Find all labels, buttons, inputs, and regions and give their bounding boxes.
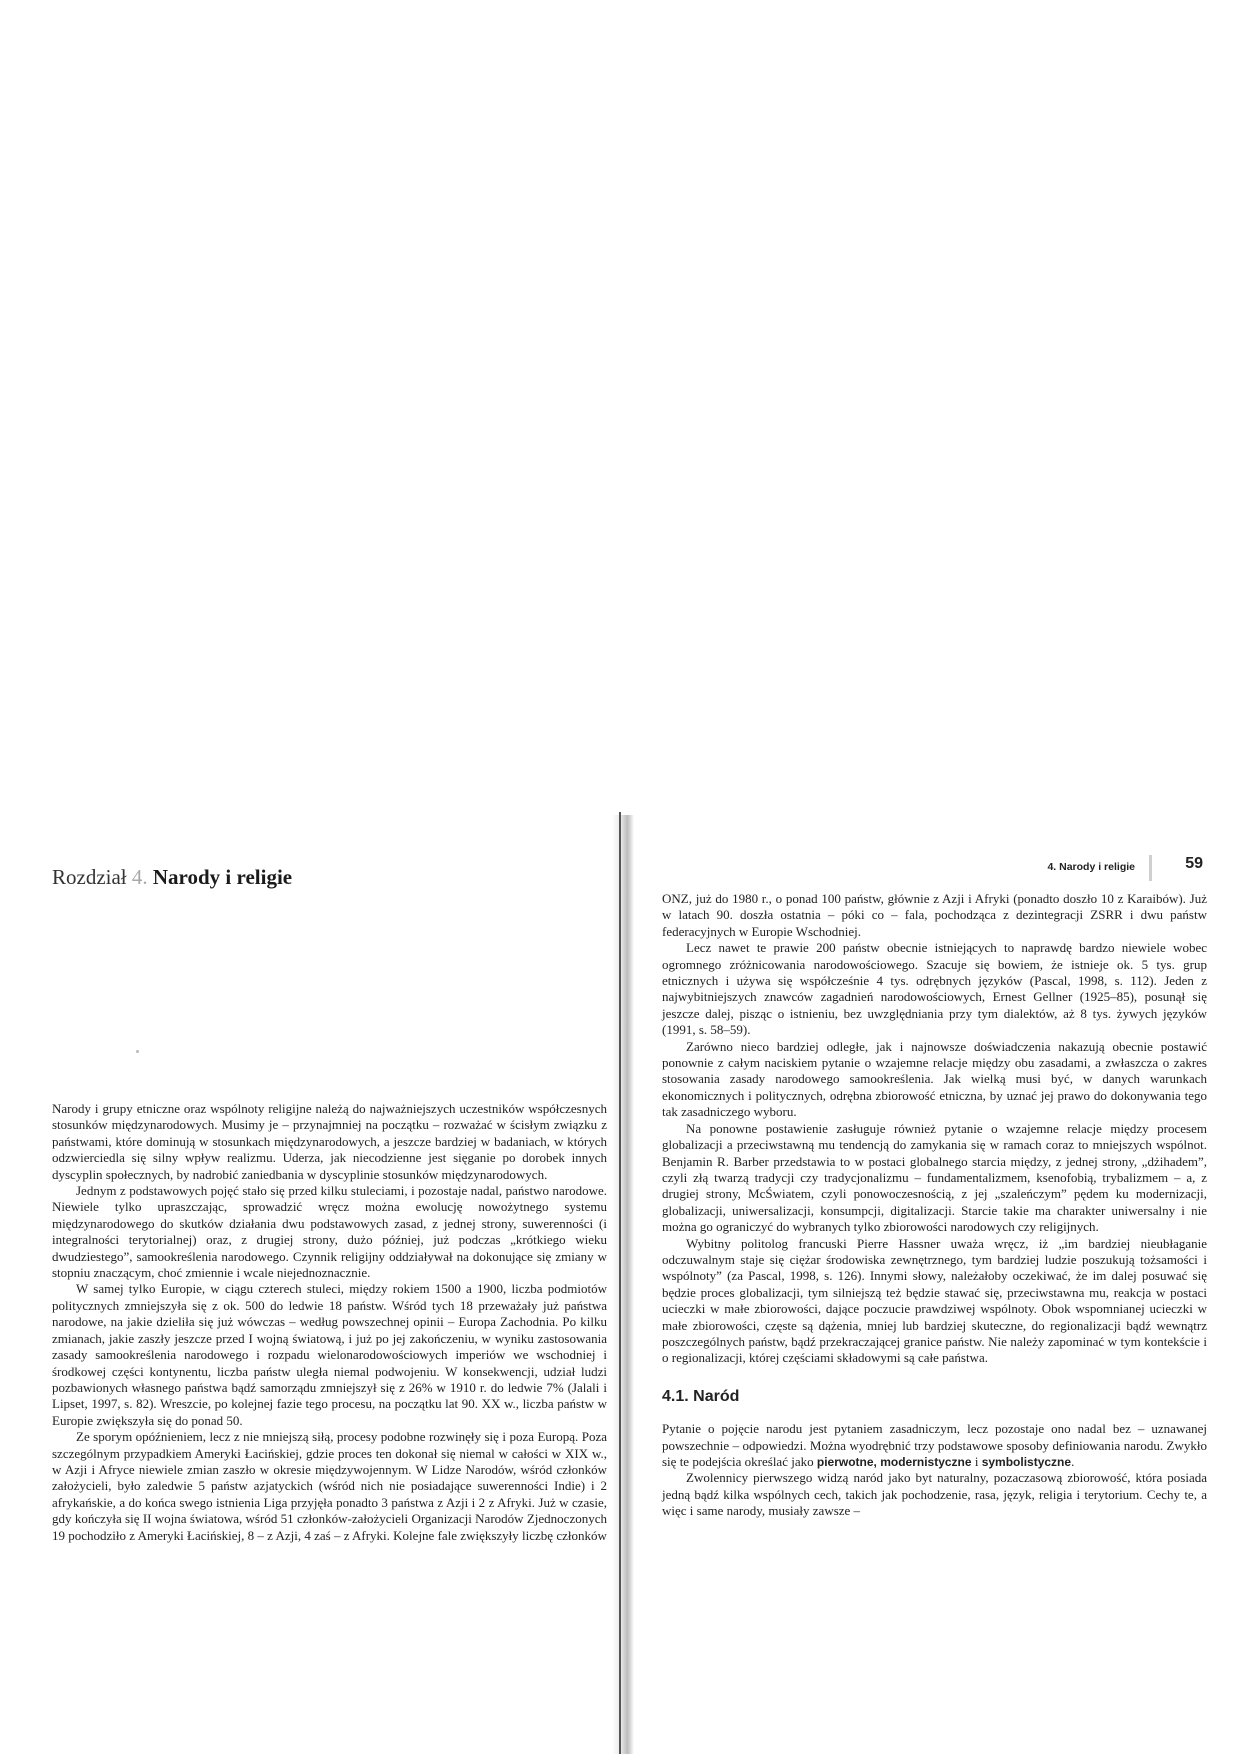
running-head-title: 4. Narody i religie (1047, 861, 1135, 873)
chapter-heading (52, 865, 292, 890)
paragraph-text: i (971, 1454, 982, 1469)
paragraph-text: . (1071, 1454, 1075, 1469)
decorative-dot (136, 1050, 139, 1053)
right-body-text (662, 891, 1207, 1520)
section-number: 4.1. (662, 1387, 689, 1405)
left-body-text (52, 1101, 607, 1544)
book-gutter-shadow (612, 815, 634, 1754)
paragraph: Na ponowne postawienie zasługuje również pytanie o wzajemne relacje między procesem globalizacji a przeciwstawną mu tendencją do zamykania się w ramach coraz to mniejszych wspólnot. Benjamin R. Barber przedstawia to w postaci globalnego starcia między, z jednej strony, „dżihadem”, czyli złą twarzą tradycji czy tradycjonalizmu – fundamentalizmem, ksenofobią, trybalizmem – a, z drugiej strony, McŚwiatem, czyli ponowoczesnością, z jej „szaleńczym” pędem ku modernizacji, globalizacji, uniwersalizacji, konsumpcji, digitalizacji. Starcie takie ma charakter uniwersalny i nie można go ograniczyć do wybranych tylko zbiorowości narodowych czy religijnych. (662, 1120, 1207, 1235)
paragraph: ONZ, już do 1980 r., o ponad 100 państw, głównie z Azji i Afryki (ponadto doszło 10 z Karaibów). Już w latach 90. doszła ostatnia – póki co – fala, pochodząca z dezintegracji ZSRR i dwu państw federacyjnych w Europie Wschodniej. (662, 891, 1207, 939)
paragraph: W samej tylko Europie, w ciągu czterech stuleci, między rokiem 1500 a 1900, liczba podmiotów politycznych zmniejszyła się z ok. 500 do ledwie 18 państw. Wśród tych 18 przeważały już państwa narodowe, na jakie dzieliła się już wówczas – według powszechnej opinii – Europa Zachodnia. Po kilku zmianach, jakie zaszły jeszcze przed I wojną światową, i już po jej zakończeniu, w wyniku zastosowania zasady samookreślenia narodowego i rozpadu wielonarodowościowych imperiów we wschodniej i środkowej części kontynentu, liczba państw uległa niemal podwojeniu. W konsekwencji, udział ludzi pozbawionych własnego państwa bądź samorządu zmniejszył się z 26% w 1910 r. do ledwie 7% (Jalali i Lipset, 1997, s. 82). Wreszcie, po kolejnej fazie tego procesu, na początku lat 90. XX w., liczba państw w Europie zwiększyła się do ponad 50. (52, 1281, 607, 1428)
paragraph: Jednym z podstawowych pojęć stało się przed kilku stuleciami, i pozostaje nadal, państwo narodowe. Niewiele tylko upraszczając, sprowadzić wręcz można ewolucję nowożytnego systemu międzynarodowego do skutków działania dwu podstawowych zasad, z jednej strony, suwerenności (i integralności terytorialnej) oraz, z drugiej strony, dużo później, już podczas „krótkiego wieku dwudziestego”, samookreślenia narodowego. Czynnik religijny oddziaływał na dokonujące się zmiany w stopniu znaczącym, choć zmiennie i wcale niejednoznacznie. (52, 1183, 607, 1281)
running-head-divider (1149, 855, 1152, 881)
book-gutter-line (619, 812, 621, 1754)
paragraph-text: Pytanie o pojęcie narodu jest pytaniem zasadniczym, lecz pozostaje ono nadal bez – uznawanej powszechnie – odpowiedzi. Można wyodrębnić trzy podstawowe sposoby definiowania narodu. Zwykło się te podejścia określać jako (662, 1421, 1207, 1469)
paragraph: Ze sporym opóźnieniem, lecz z nie mniejszą siłą, procesy podobne rozwinęły się i poza Europą. Poza szczególnym przypadkiem Ameryki Łacińskiej, gdzie proces ten dokonał się niemal w całości w XIX w., w Azji i Afryce niewiele zmian zaszło w okresie międzywojennym. W Lidze Narodów, wśród członków założycieli, było zaledwie 5 państw azjatyckich (wśród nich nie posiadające suwerenności Indie) i 2 afrykańskie, a do końca swego istnienia Liga przyjęła ponadto 3 państwa z Azji i 2 z Afryki. Już w czasie, gdy kończyła się II wojna światowa, wśród 51 członków-założycieli Organizacji Narodów Zjednoczonych 19 pochodziło z Ameryki Łacińskiej, 8 – z Azji, 4 zaś – z Afryki. Kolejne fale zwiększyły liczbę członków (52, 1429, 607, 1543)
left-page (52, 855, 607, 1745)
page-number: 59 (1185, 855, 1203, 872)
paragraph: Zwolennicy pierwszego widzą naród jako byt naturalny, pozaczasową zbiorowość, która posiada jedną bądź kilka wspólnych cech, takich jak pochodzenie, rasa, język, religia i terytorium. Cechy te, a więc i same narody, musiały zawsze – (662, 1470, 1207, 1519)
paragraph: Lecz nawet te prawie 200 państw obecnie istniejących to naprawdę bardzo niewiele wobec ogromnego zróżnicowania narodowościowego. Szacuje się bowiem, że istnieje ok. 5 tys. grup etnicznych i używa się współcześnie 4 tys. odrębnych języków (Pascal, 1998, s. 112). Jeden z najwybitniejszych znawców zagadnień narodowościowych, Ernest Gellner (1925–85), posunął się jeszcze dalej, pisząc o istnieniu, bez uwzględniania przy tym dialektów, aż 8 tys. żywych języków (1991, s. 58–59). (662, 940, 1207, 1038)
chapter-title: Narody i religie (152, 865, 293, 889)
right-page (662, 855, 1207, 1745)
running-head (662, 855, 1207, 885)
chapter-label: Rozdział (52, 865, 127, 889)
paragraph (662, 1421, 1207, 1470)
chapter-number: 4. (131, 865, 148, 889)
paragraph: Zarówno nieco bardziej odległe, jak i najnowsze doświadczenia nakazują obecnie postawić ponownie z całym naciskiem pytanie o wzajemne relacje między obu zasadami, a zwłaszcza o zakres stosowania zasady narodowego samookreślenia. Jak wielką musi być, w danych warunkach ekonomicznych i politycznych, odrębna zbiorowość etniczna, by uznać jej prawo do dokonywania tego tak zasadniczego wyboru. (662, 1038, 1207, 1120)
bold-terms: pierwotne, modernistyczne (816, 1455, 972, 1469)
section-title: Naród (693, 1387, 740, 1405)
bold-terms: symbolistyczne (981, 1455, 1072, 1469)
section-heading (662, 1389, 1207, 1405)
paragraph: Narody i grupy etniczne oraz wspólnoty religijne należą do najważniejszych uczestników współczesnych stosunków międzynarodowych. Musimy je – przynajmniej na początku – rozważać w ścisłym związku z państwami, które dominują w stosunkach międzynarodowych, a jeszcze bardziej w badaniach, w których odzwierciedla się silny wpływ realizmu. Uderza, jak niecodzienne jest sięganie po dorobek innych dyscyplin społecznych, by nadrobić zaniedbania w dyscyplinie stosunków międzynarodowych. (52, 1101, 607, 1182)
paragraph: Wybitny politolog francuski Pierre Hassner uważa wręcz, iż „im bardziej nieubłaganie odczuwalnym staje się ciężar środowiska zewnętrznego, tym bardziej ludzie poszukują tożsamości i wspólnoty” (za Pascal, 1998, s. 126). Innymi słowy, należałoby oczekiwać, że im dalej posuwać się będzie proces globalizacji, tym silniejszą też będzie stawać się, przeciwstawna mu, reakcja w postaci ucieczki w małe zbiorowości, dające poczucie prawdziwej wspólnoty. Obok wspomnianej ucieczki w małe zbiorowości, częste są dążenia, mniej lub bardziej skuteczne, do regionalizacji bądź wewnątrz poszczególnych państw, bądź przekraczającej granice państw. Nie należy zapominać w tym kontekście i o regionalizacji, której częściami składowymi są całe państwa. (662, 1235, 1207, 1366)
